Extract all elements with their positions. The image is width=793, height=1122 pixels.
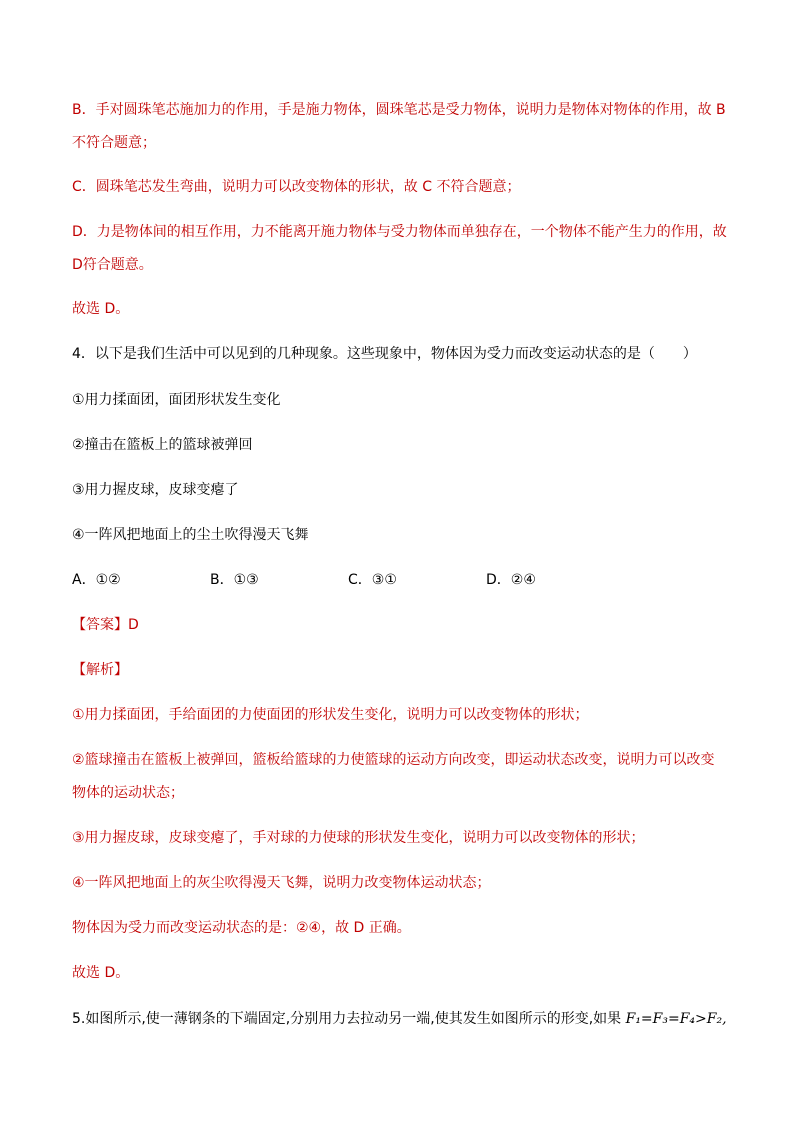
prev-analysis-b-line1: B．手对圆珠笔芯施加力的作用，手是施力物体，圆珠笔芯是受力物体，说明力是物体对物体的作用，故 B xyxy=(72,102,726,118)
q4-item-1: ①用力揉面团，面团形状发生变化 xyxy=(72,392,281,408)
q4-analysis-line6: 故选 D。 xyxy=(72,965,130,981)
q4-item-4: ④一阵风把地面上的尘土吹得漫天飞舞 xyxy=(72,527,309,543)
q4-answer: 【答案】D xyxy=(72,617,139,633)
q5-stem xyxy=(72,1009,727,1029)
q4-analysis-line3: ③用力握皮球，皮球变瘪了，手对球的力使球的形状发生变化，说明力可以改变物体的形状； xyxy=(72,830,645,846)
prev-analysis-d-line2: D符合题意。 xyxy=(72,257,153,273)
q4-analysis-line1: ①用力揉面团，手给面团的力使面团的形状发生变化，说明力可以改变物体的形状； xyxy=(72,707,589,723)
prev-analysis-choose: 故选 D。 xyxy=(72,301,130,317)
q5-formula: F₁=F₃=F₄>F₂, xyxy=(625,1011,727,1027)
q4-item-2: ②撞击在篮板上的篮球被弹回 xyxy=(72,437,253,453)
q4-stem: 4．以下是我们生活中可以见到的几种现象。这些现象中，物体因为受力而改变运动状态的是（ ） xyxy=(72,346,697,362)
q4-option-a: A．①② xyxy=(72,572,121,588)
q4-option-b: B．①③ xyxy=(210,572,259,588)
q4-analysis-line2a: ②篮球撞击在篮板上被弹回，篮板给篮球的力使篮球的运动方向改变，即运动状态改变，说明力可以改变 xyxy=(72,752,715,768)
prev-analysis-c-line: C．圆珠笔芯发生弯曲，说明力可以改变物体的形状，故 C 不符合题意； xyxy=(72,179,521,195)
q4-analysis-line2b: 物体的运动状态； xyxy=(72,785,184,801)
prev-analysis-d-line1: D．力是物体间的相互作用，力不能离开施力物体与受力物体而单独存在，一个物体不能产生力的作用，故 xyxy=(72,224,727,240)
q5-stem-text: 5.如图所示,使一薄钢条的下端固定,分别用力去拉动另一端,使其发生如图所示的形变,如果 xyxy=(72,1011,626,1027)
q4-analysis-title: 【解析】 xyxy=(72,662,128,678)
q4-option-c: C．③① xyxy=(348,572,397,588)
q4-option-d: D．②④ xyxy=(486,572,536,588)
q4-analysis-line4: ④一阵风把地面上的灰尘吹得漫天飞舞，说明力改变物体运动状态； xyxy=(72,875,491,891)
prev-analysis-b-line2: 不符合题意； xyxy=(72,135,156,151)
q4-item-3: ③用力握皮球，皮球变瘪了 xyxy=(72,482,239,498)
q4-analysis-line5: 物体因为受力而改变运动状态的是：②④，故 D 正确。 xyxy=(72,920,411,936)
